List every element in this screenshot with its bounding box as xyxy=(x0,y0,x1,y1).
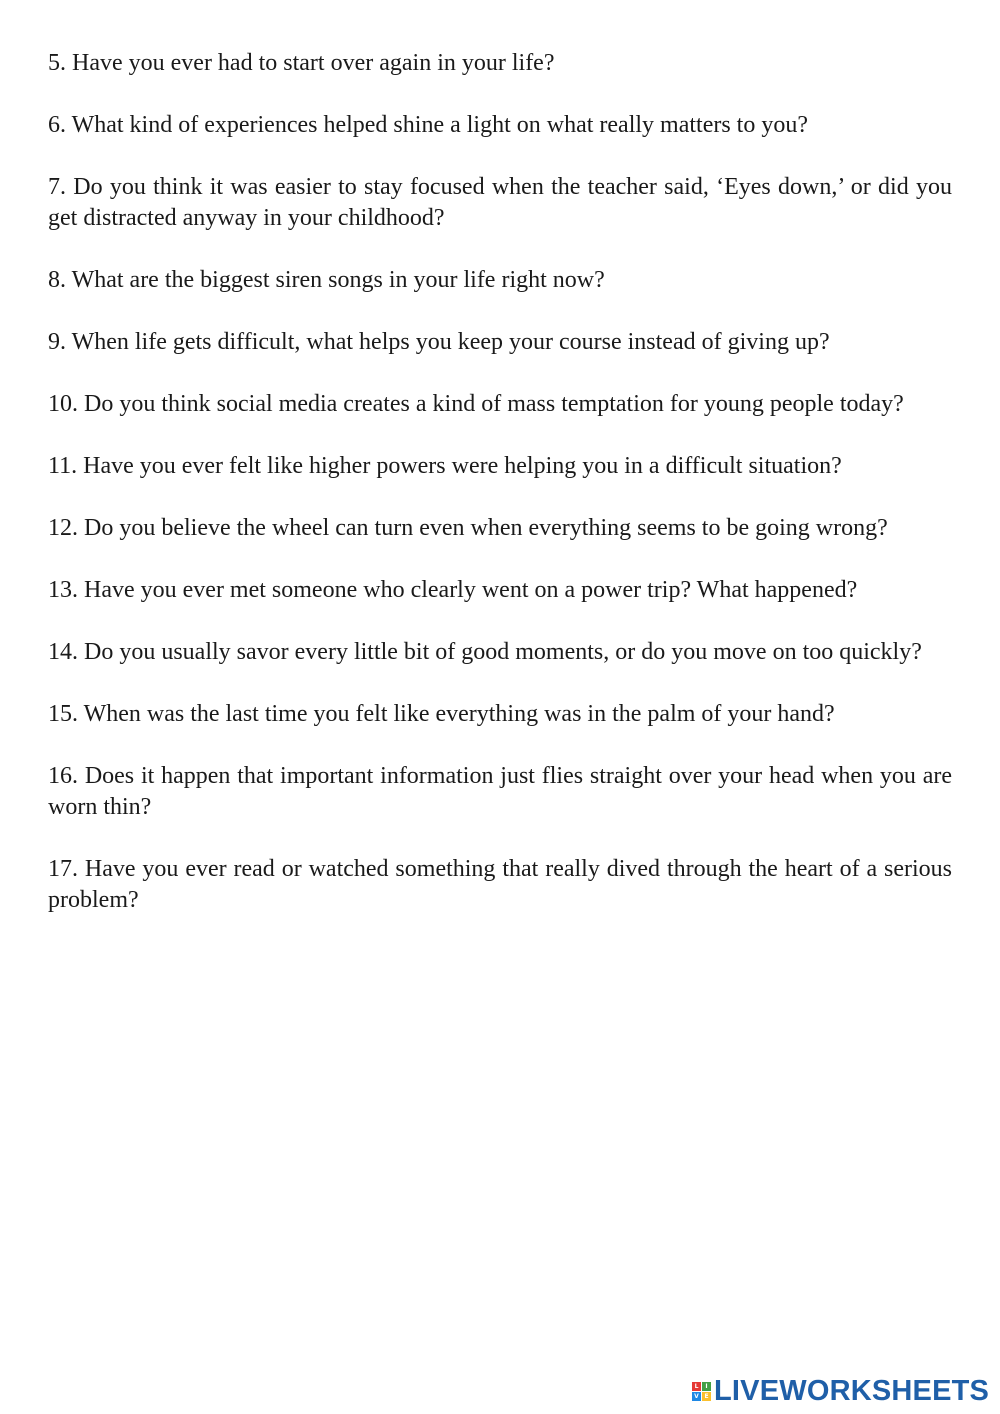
question-item: 6. What kind of experiences helped shine a light on what really matters to you? xyxy=(48,112,808,138)
question-item: 15. When was the last time you felt like everything was in the palm of your hand? xyxy=(48,701,835,727)
question-item: 7. Do you think it was easier to stay focused when the teacher said, ‘Eyes down,’ or did you get distracted anyway in your childhood? xyxy=(48,174,952,231)
question-item: 11. Have you ever felt like higher powers were helping you in a difficult situation? xyxy=(48,453,842,479)
question-item: 13. Have you ever met someone who clearly went on a power trip? What happened? xyxy=(48,577,858,603)
logo-mark-tile: V xyxy=(692,1392,701,1401)
question-item: 12. Do you believe the wheel can turn even when everything seems to be going wrong? xyxy=(48,515,888,541)
logo-mark-tile: I xyxy=(702,1382,711,1391)
question-item: 8. What are the biggest siren songs in your life right now? xyxy=(48,267,605,293)
logo-mark-icon xyxy=(692,1382,711,1401)
question-item: 9. When life gets difficult, what helps you keep your course instead of giving up? xyxy=(48,329,830,355)
logo-mark-tile: E xyxy=(702,1392,711,1401)
question-item: 17. Have you ever read or watched something that really dived through the heart of a serious problem? xyxy=(48,856,952,913)
question-list xyxy=(48,48,952,947)
question-item: 5. Have you ever had to start over again in your life? xyxy=(48,50,555,76)
logo-text: LIVEWORKSHEETS xyxy=(714,1374,990,1407)
question-item: 16. Does it happen that important information just flies straight over your head when you are worn thin? xyxy=(48,763,952,820)
question-item: 14. Do you usually savor every little bit of good moments, or do you move on too quickly? xyxy=(48,639,922,665)
question-item: 10. Do you think social media creates a kind of mass temptation for young people today? xyxy=(48,391,904,417)
liveworksheets-logo[interactable] xyxy=(692,1376,989,1406)
logo-mark-tile: L xyxy=(692,1382,701,1391)
